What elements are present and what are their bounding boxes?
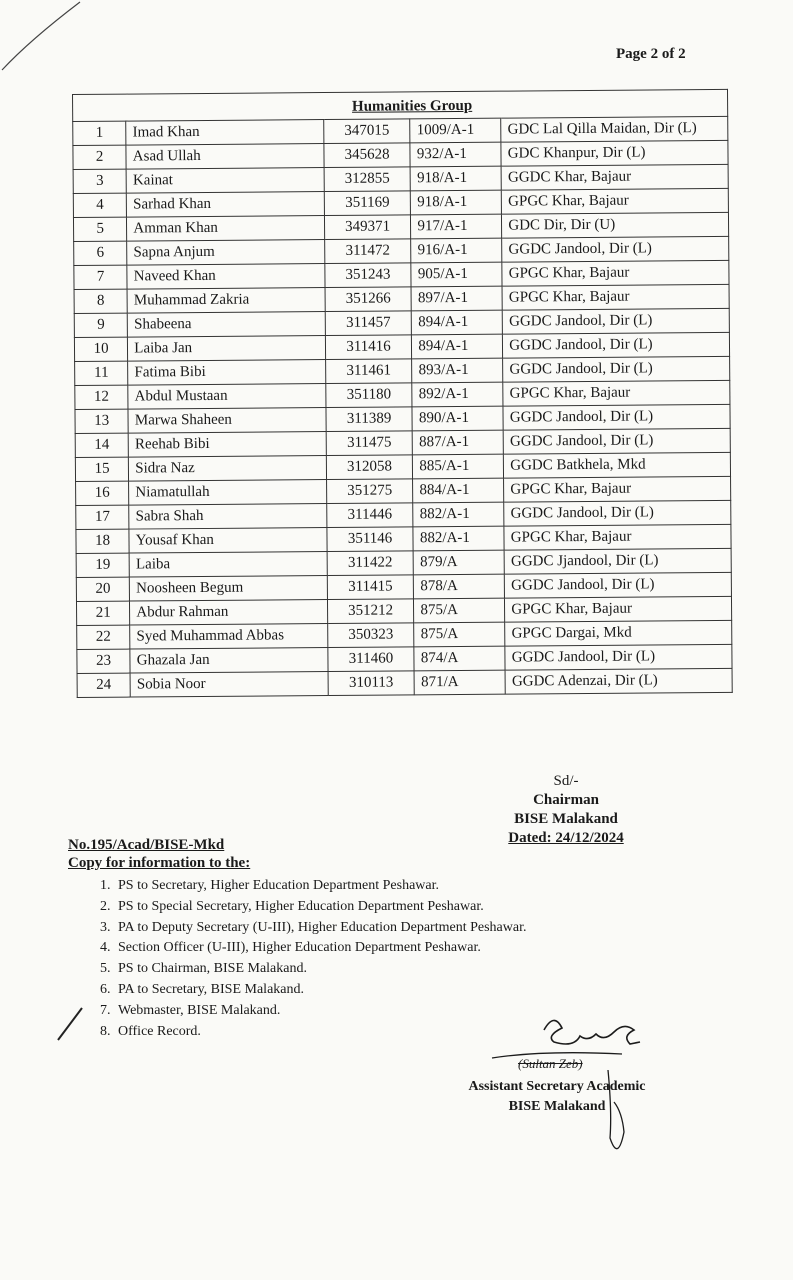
student-name: Kainat (126, 168, 324, 194)
copy-heading: Copy for information to the: (68, 855, 251, 871)
student-name: Muhammad Zakria (127, 288, 325, 314)
student-name: Abdul Mustaan (128, 384, 326, 410)
marks: 874/A (414, 646, 505, 671)
college-name: GPGC Khar, Bajaur (504, 476, 731, 502)
signatory-name: (Sultan Zeb) (518, 1056, 583, 1071)
marks: 875/A (414, 622, 505, 647)
roll-number: 351212 (327, 599, 414, 624)
chairman-signoff (476, 772, 656, 848)
page-number: Page 2 of 2 (616, 46, 686, 62)
serial-number: 9 (74, 313, 127, 337)
roll-number: 311415 (327, 575, 414, 600)
college-name: GGDC Adenzai, Dir (L) (505, 668, 732, 694)
serial-number: 20 (76, 577, 129, 601)
student-name: Naveed Khan (127, 264, 325, 290)
serial-number: 22 (77, 625, 130, 649)
copy-recipient: 8. Office Record. (114, 1022, 526, 1043)
copy-recipient: 4. Section Officer (U-III), Higher Education Department Peshawar. (114, 938, 526, 959)
roll-number: 351275 (326, 479, 413, 504)
marks: 871/A (414, 670, 505, 695)
college-name: GPGC Khar, Bajaur (502, 284, 729, 310)
marks: 894/A-1 (412, 310, 503, 335)
college-name: GPGC Khar, Bajaur (502, 260, 729, 286)
marks: 897/A-1 (411, 286, 502, 311)
roll-number: 311461 (325, 359, 412, 384)
student-name: Marwa Shaheen (128, 408, 326, 434)
marks: 887/A-1 (413, 430, 504, 455)
student-name: Niamatullah (129, 480, 327, 506)
roll-number: 350323 (327, 623, 414, 648)
college-name: GGDC Jandool, Dir (L) (502, 236, 729, 262)
roll-number: 351243 (325, 263, 412, 288)
signatory-title: Assistant Secretary Academic (468, 1079, 646, 1094)
marks: 894/A-1 (412, 334, 503, 359)
student-name: Sapna Anjum (127, 240, 325, 266)
signoff-org: BISE Malakand (514, 811, 618, 827)
college-name: GDC Lal Qilla Maidan, Dir (L) (501, 116, 728, 142)
serial-number: 17 (76, 505, 129, 529)
copy-recipient: 6. PA to Secretary, BISE Malakand. (114, 980, 526, 1001)
serial-number: 24 (77, 673, 130, 697)
student-name: Sabra Shah (129, 504, 327, 530)
roll-number: 311389 (326, 407, 413, 432)
college-name: GDC Dir, Dir (U) (502, 212, 729, 238)
roll-number: 311416 (325, 335, 412, 360)
serial-number: 16 (76, 481, 129, 505)
student-name: Ghazala Jan (130, 648, 328, 674)
roll-number: 312058 (326, 455, 413, 480)
signoff-title: Chairman (533, 792, 599, 808)
merit-list-table (72, 89, 733, 698)
copy-recipient: 1. PS to Secretary, Higher Education Department Peshawar. (114, 876, 526, 897)
serial-number: 8 (74, 289, 127, 313)
college-name: GGDC Khar, Bajaur (501, 164, 728, 190)
student-name: Syed Muhammad Abbas (130, 624, 328, 650)
roll-number: 311460 (328, 647, 415, 672)
serial-number: 10 (74, 337, 127, 361)
marks: 875/A (414, 598, 505, 623)
roll-number: 347015 (323, 119, 410, 144)
student-name: Yousaf Khan (129, 528, 327, 554)
student-name: Laiba Jan (128, 336, 326, 362)
marks: 882/A-1 (413, 502, 504, 527)
roll-number: 310113 (328, 671, 415, 696)
marks: 918/A-1 (410, 166, 501, 191)
marks: 879/A (414, 550, 505, 575)
marks: 917/A-1 (411, 214, 502, 239)
copy-recipient: 2. PS to Special Secretary, Higher Education Department Peshawar. (114, 897, 526, 918)
marks: 918/A-1 (411, 190, 502, 215)
college-name: GGDC Batkhela, Mkd (504, 452, 731, 478)
sd-mark: Sd/- (553, 773, 579, 789)
serial-number: 23 (77, 649, 130, 673)
marks: 1009/A-1 (410, 118, 501, 143)
marks: 892/A-1 (412, 382, 503, 407)
reference-block (68, 836, 250, 872)
table-row (77, 668, 732, 697)
signoff-date: Dated: 24/12/2024 (508, 830, 624, 846)
reference-number: No.195/Acad/BISE-Mkd (68, 837, 225, 853)
roll-number: 351169 (324, 191, 411, 216)
serial-number: 18 (76, 529, 129, 553)
college-name: GPGC Khar, Bajaur (505, 596, 732, 622)
student-name: Shabeena (127, 312, 325, 338)
serial-number: 4 (73, 193, 126, 217)
marks: 882/A-1 (413, 526, 504, 551)
roll-number: 351146 (327, 527, 414, 552)
college-name: GPGC Khar, Bajaur (502, 188, 729, 214)
student-name: Laiba (129, 552, 327, 578)
marks: 932/A-1 (410, 142, 501, 167)
roll-number: 311422 (327, 551, 414, 576)
roll-number: 311475 (326, 431, 413, 456)
college-name: GPGC Khar, Bajaur (503, 380, 730, 406)
student-name: Sarhad Khan (127, 192, 325, 218)
college-name: GGDC Jandool, Dir (L) (504, 500, 731, 526)
serial-number: 5 (73, 217, 126, 241)
marks: 878/A (414, 574, 505, 599)
copy-recipient-list (80, 876, 526, 1042)
college-name: GGDC Jandool, Dir (L) (503, 428, 730, 454)
college-name: GGDC Jjandool, Dir (L) (504, 548, 731, 574)
marks: 884/A-1 (413, 478, 504, 503)
assistant-secretary-block (454, 1077, 660, 1117)
roll-number: 349371 (324, 215, 411, 240)
serial-number: 15 (75, 457, 128, 481)
student-name: Amman Khan (127, 216, 325, 242)
marks: 893/A-1 (412, 358, 503, 383)
serial-number: 19 (76, 553, 129, 577)
serial-number: 3 (73, 169, 126, 193)
marks: 885/A-1 (413, 454, 504, 479)
serial-number: 14 (75, 433, 128, 457)
college-name: GPGC Khar, Bajaur (504, 524, 731, 550)
college-name: GGDC Jandool, Dir (L) (505, 644, 732, 670)
serial-number: 7 (74, 265, 127, 289)
serial-number: 21 (76, 601, 129, 625)
serial-number: 13 (75, 409, 128, 433)
roll-number: 351180 (325, 383, 412, 408)
student-name: Abdur Rahman (130, 600, 328, 626)
serial-number: 12 (75, 385, 128, 409)
student-name: Sobia Noor (130, 672, 328, 698)
roll-number: 311457 (325, 311, 412, 336)
tick-mark (56, 1004, 86, 1044)
college-name: GGDC Jandool, Dir (L) (503, 356, 730, 382)
student-name: Reehab Bibi (128, 432, 326, 458)
marks: 916/A-1 (411, 238, 502, 263)
student-name: Asad Ullah (126, 144, 324, 170)
marks: 890/A-1 (412, 406, 503, 431)
college-name: GGDC Jandool, Dir (L) (502, 308, 729, 334)
college-name: GDC Khanpur, Dir (L) (501, 140, 728, 166)
copy-recipient: 5. PS to Chairman, BISE Malakand. (114, 959, 526, 980)
copy-recipient: 7. Webmaster, BISE Malakand. (114, 1001, 526, 1022)
marks: 905/A-1 (411, 262, 502, 287)
college-name: GPGC Dargai, Mkd (505, 620, 732, 646)
roll-number: 311472 (324, 239, 411, 264)
college-name: GGDC Jandool, Dir (L) (503, 332, 730, 358)
college-name: GGDC Jandool, Dir (L) (503, 404, 730, 430)
serial-number: 11 (75, 361, 128, 385)
student-name: Imad Khan (126, 120, 324, 146)
student-name: Fatima Bibi (128, 360, 326, 386)
college-name: GGDC Jandool, Dir (L) (505, 572, 732, 598)
roll-number: 345628 (324, 143, 411, 168)
roll-number: 312855 (324, 167, 411, 192)
roll-number: 351266 (325, 287, 412, 312)
serial-number: 6 (74, 241, 127, 265)
copy-recipient: 3. PA to Deputy Secretary (U-III), Higher Education Department Peshawar. (114, 918, 526, 939)
roll-number: 311446 (326, 503, 413, 528)
student-name: Noosheen Begum (130, 576, 328, 602)
serial-number: 2 (73, 145, 126, 169)
signatory-org: BISE Malakand (508, 1099, 606, 1114)
student-name: Sidra Naz (129, 456, 327, 482)
group-title: Humanities Group (323, 91, 501, 119)
serial-number: 1 (73, 121, 126, 145)
corner-pen-mark (0, 0, 90, 80)
